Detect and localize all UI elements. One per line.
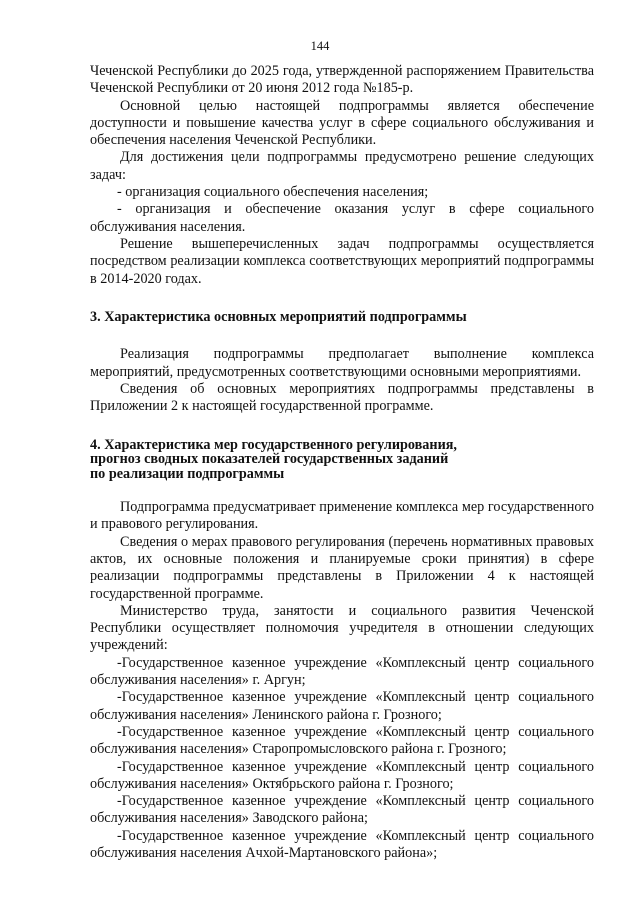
institution-item: -Государственное казенное учреждение «Комплексный центр социального обслуживания населения Ачхой-Мартановского района»;	[90, 827, 594, 861]
list-item: - организация и обеспечение оказания услуг в сфере социального обслуживания населения.	[90, 201, 594, 235]
paragraph: Реализация подпрограммы предполагает выполнение комплекса мероприятий, предусмотренных соответствующими основными мероприятиями.	[90, 346, 594, 380]
paragraph: Основной целью настоящей подпрограммы является обеспечение доступности и повышение качества услуг в сфере социального обслуживания и обеспечения населения Чеченской Республики.	[90, 97, 594, 149]
page-number: 144	[310, 39, 330, 53]
section-heading-line: по реализации подпрограммы	[90, 465, 285, 482]
paragraph: Для достижения цели подпрограммы предусмотрено решение следующих задач:	[90, 149, 594, 183]
institution-item: -Государственное казенное учреждение «Комплексный центр социального обслуживания населения» Старопромысловского района г. Грозного;	[90, 723, 594, 758]
paragraph: Министерство труда, занятости и социального развития Чеченской Республики осуществляет полномочия учредителя в отношении следующих учреждений:	[90, 602, 594, 654]
institution-item: -Государственное казенное учреждение «Комплексный центр социального обслуживания населения» Ленинского района г. Грозного;	[90, 689, 594, 723]
institution-item: -Государственное казенное учреждение «Комплексный центр социального обслуживания населения» Октябрьского района г. Грозного;	[90, 758, 594, 792]
document-body	[90, 63, 594, 862]
list-item: - организация социального обеспечения населения;	[117, 184, 429, 201]
paragraph: Чеченской Республики до 2025 года, утвержденной распоряжением Правительства Чеченской Республики от 20 июня 2012 года №185-р.	[90, 63, 594, 97]
paragraph: Сведения об основных мероприятиях подпрограммы представлены в Приложении 2 к настоящей государственной программе.	[90, 380, 594, 415]
paragraph: Подпрограмма предусматривает применение комплекса мер государственного и правового регулирования.	[90, 499, 594, 533]
section-heading: 3. Характеристика основных мероприятий подпрограммы	[90, 308, 467, 325]
section-heading-line: прогноз сводных показателей государственных заданий	[90, 451, 449, 468]
institution-item: -Государственное казенное учреждение «Комплексный центр социального обслуживания населения» Заводского района;	[90, 793, 594, 827]
paragraph: Решение вышеперечисленных задач подпрограммы осуществляется посредством реализации комплекса соответствующих мероприятий подпрограммы в 2014-2020 годах.	[90, 235, 594, 287]
institution-item: -Государственное казенное учреждение «Комплексный центр социального обслуживания населения» г. Аргун;	[90, 654, 594, 689]
section-heading-line: 4. Характеристика мер государственного регулирования,	[90, 436, 457, 453]
paragraph: Сведения о мерах правового регулирования (перечень нормативных правовых актов, их основные положения и планируемые сроки принятия) в сфере реализации подпрограммы представлены в Приложении 4 к настоящей государственной программе.	[90, 533, 594, 602]
